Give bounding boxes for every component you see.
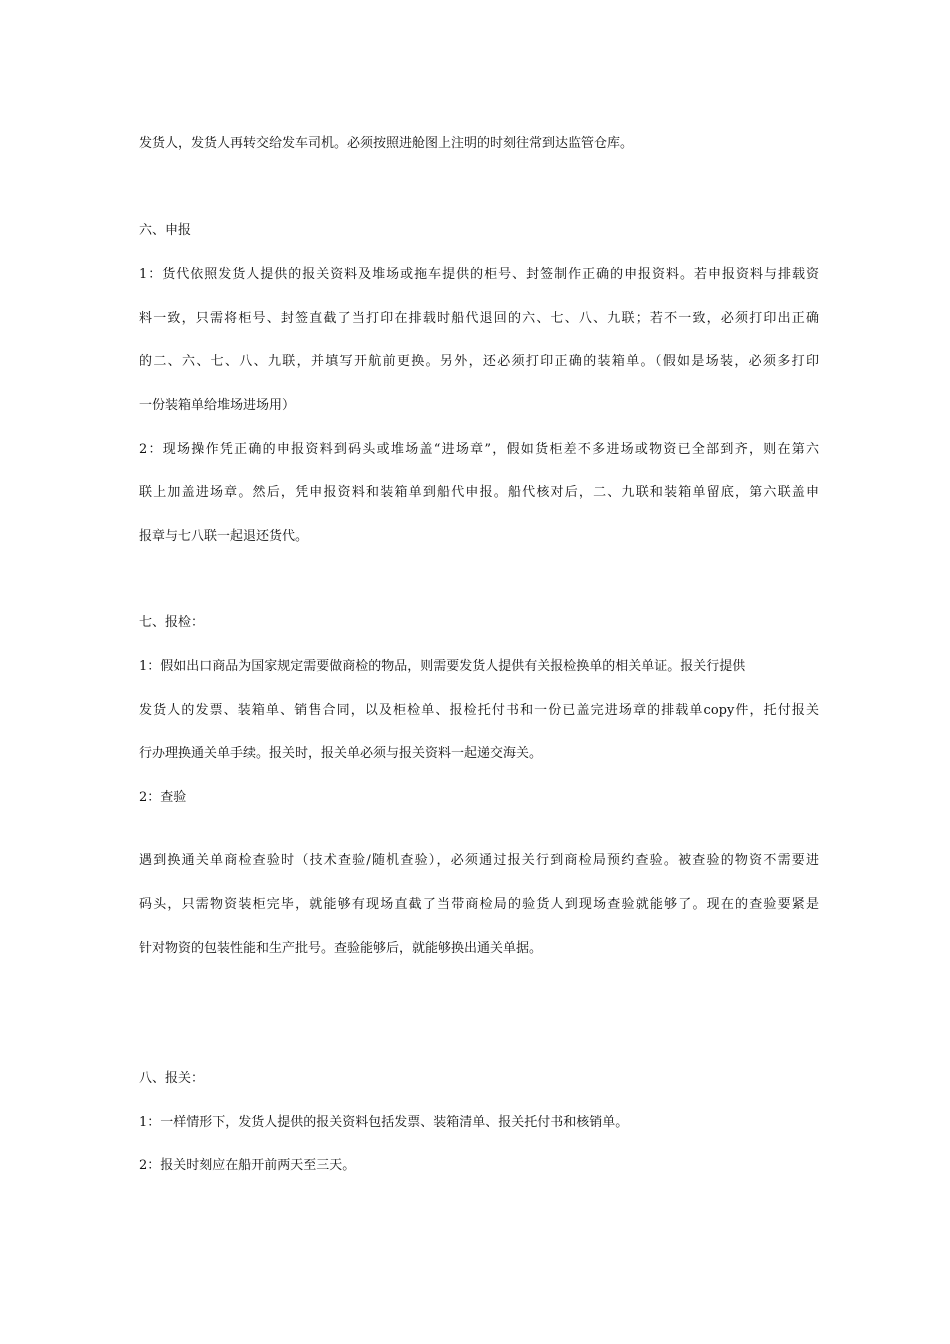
paragraph-line: 的二、六、七、八、九联，并填写开航前更换。另外，还必须打印正确的装箱单。（假如是场装，必须多打印 (139, 354, 819, 369)
paragraph-line: 报章与七八联一起退还货代。 (139, 529, 309, 544)
paragraph-line: 一份装箱单给堆场进场用） (139, 398, 296, 413)
paragraph-line: 发货人，发货人再转交给发车司机。必须按照进舱图上注明的时刻往常到达监管仓库。 (139, 136, 634, 151)
paragraph-line: 1：一样情形下，发货人提供的报关资料包括发票、装箱清单、报关托付书和核销单。 (139, 1115, 629, 1130)
paragraph-line: 码头，只需物资装柜完毕，就能够有现场直截了当带商检局的验货人到现场查验就能够了。现在的查验要紧是 (139, 897, 819, 912)
paragraph-line: 针对物资的包装性能和生产批号。查验能够后，就能够换出通关单据。 (139, 941, 543, 956)
section-heading-customs: 八、报关： (139, 1071, 205, 1086)
paragraph-line: 料一致，只需将柜号、封签直截了当打印在排载时船代退回的六、七、八、九联；若不一致，必须打印出正确 (139, 311, 819, 326)
subheading-check: 2：查验 (139, 790, 187, 805)
paragraph-line: 1：货代依照发货人提供的报关资料及堆场或拖车提供的柜号、封签制作正确的申报资料。若申报资料与排载资 (139, 267, 819, 282)
paragraph-line: 联上加盖进场章。然后，凭申报资料和装箱单到船代申报。船代核对后，二、九联和装箱单留底，第六联盖申 (139, 485, 819, 500)
paragraph-line: 2：现场操作凭正确的申报资料到码头或堆场盖“进场章”，假如货柜差不多进场或物资已全部到齐，则在第六 (139, 442, 819, 457)
section-heading-declaration: 六、申报 (139, 223, 192, 238)
paragraph-line: 行办理换通关单手续。报关时，报关单必须与报关资料一起递交海关。 (139, 746, 543, 761)
paragraph-line: 遇到换通关单商检查验时（技术查验/随机查验），必须通过报关行到商检局预约查验。被查验的物资不需要进 (139, 853, 819, 868)
paragraph-line: 1：假如出口商品为国家规定需要做商检的物品，则需要发货人提供有关报检换单的相关单证。报关行提供 (139, 659, 746, 674)
paragraph-line: 2：报关时刻应在船开前两天至三天。 (139, 1158, 356, 1173)
paragraph-line: 发货人的发票、装箱单、销售合同，以及柜检单、报检托付书和一份已盖完进场章的排载单copy件，托付报关 (139, 703, 819, 718)
section-heading-inspection: 七、报检： (139, 615, 205, 630)
